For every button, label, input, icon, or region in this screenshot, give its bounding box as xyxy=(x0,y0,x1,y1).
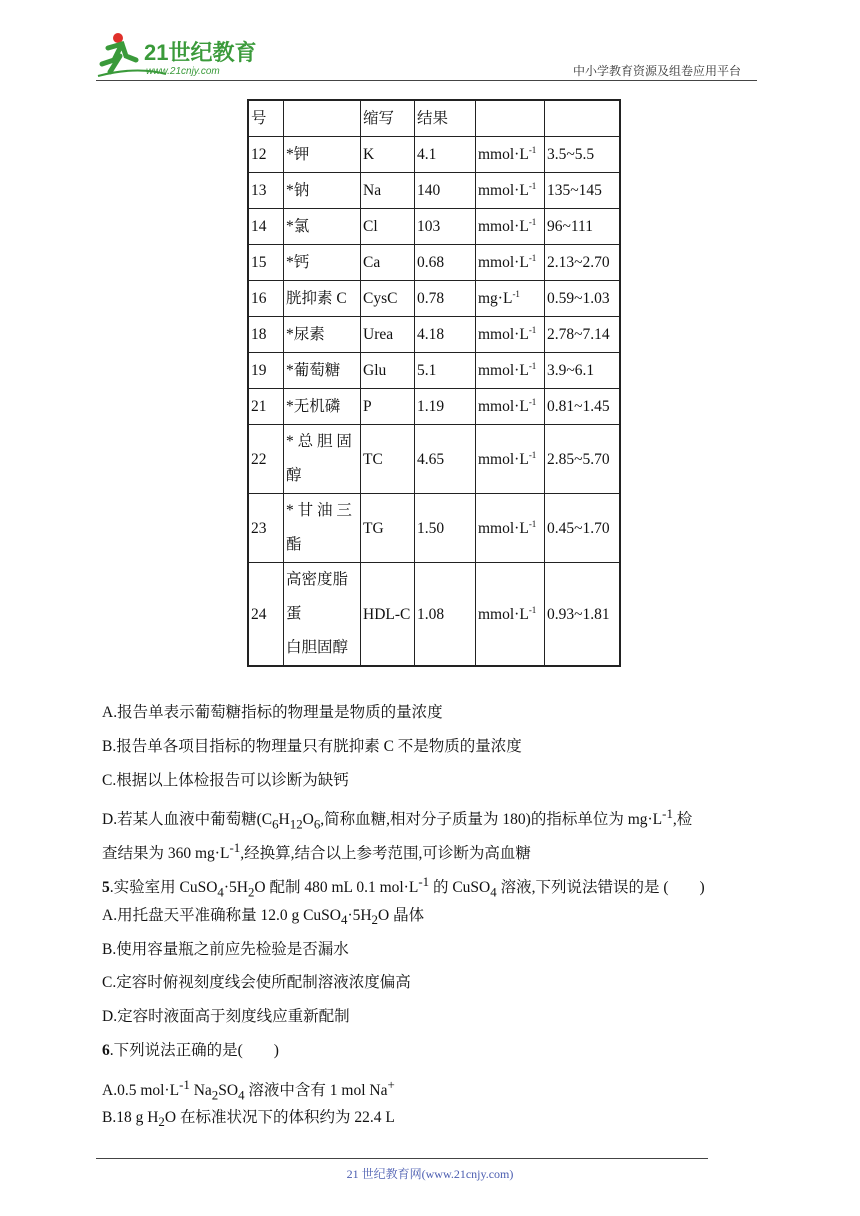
cell-range: 2.13~2.70 xyxy=(545,245,621,281)
cell-range: 2.85~5.70 xyxy=(545,425,621,494)
cell-no: 22 xyxy=(248,425,284,494)
footer-link[interactable]: 21 世纪教育网(www.21cnjy.com) xyxy=(346,1167,514,1181)
cell-abbr: Na xyxy=(361,173,415,209)
cell-abbr: TC xyxy=(361,425,415,494)
cell-no: 23 xyxy=(248,494,284,563)
table-header-row xyxy=(248,100,620,137)
cell-abbr: P xyxy=(361,389,415,425)
cell-abbr: HDL-C xyxy=(361,563,415,667)
cell-abbr: Ca xyxy=(361,245,415,281)
cell-no: 16 xyxy=(248,281,284,317)
cell-range: 3.9~6.1 xyxy=(545,353,621,389)
cell-range: 0.93~1.81 xyxy=(545,563,621,667)
table-header-cell: 缩写 xyxy=(361,100,415,137)
cell-result: 1.19 xyxy=(415,389,476,425)
table-row xyxy=(248,389,620,425)
table-row xyxy=(248,494,620,563)
cell-name: *钠 xyxy=(284,173,361,209)
table-row xyxy=(248,137,620,173)
cell-no: 13 xyxy=(248,173,284,209)
q5-option-c: C.定容时俯视刻度线会使所配制溶液浓度偏高 xyxy=(102,974,411,991)
table-header-cell xyxy=(545,100,621,137)
cell-result: 140 xyxy=(415,173,476,209)
cell-result: 103 xyxy=(415,209,476,245)
cell-abbr: K xyxy=(361,137,415,173)
q5-stem: 5.实验室用 $CuSO_4\cdot 5H_2O$ 配制 480 mL 0.1 $mol\cdot L^{-1}$ 的 CuSO$_4$ 溶液,下列说法错误的是 ( ) xyxy=(102,874,705,900)
cell-result: 0.78 xyxy=(415,281,476,317)
header-divider xyxy=(96,80,757,81)
cell-name: *无机磷 xyxy=(284,389,361,425)
cell-result: 1.08 xyxy=(415,563,476,667)
q4-option-d-line1: D.若某人血液中葡萄糖($C_6H_{12}O_6$,简称血糖,相对分子质量为 180)的指标单位为 $mg\cdot L^{-1}$,检 xyxy=(102,806,693,832)
cell-no: 18 xyxy=(248,317,284,353)
cell-abbr: TG xyxy=(361,494,415,563)
cell-no: 19 xyxy=(248,353,284,389)
cell-result: 4.65 xyxy=(415,425,476,494)
cell-range: 135~145 xyxy=(545,173,621,209)
cell-name: *葡萄糖 xyxy=(284,353,361,389)
table-row xyxy=(248,425,620,494)
cell-name: *氯 xyxy=(284,209,361,245)
table-row xyxy=(248,563,620,667)
cell-abbr: Glu xyxy=(361,353,415,389)
cell-unit: $mmol\cdot L^{-1}$ xyxy=(476,494,545,563)
table-row xyxy=(248,173,620,209)
cell-unit: $mmol\cdot L^{-1}$ xyxy=(476,563,545,667)
cell-name: 高密度脂 蛋 白胆固醇 xyxy=(284,563,361,667)
cell-no: 15 xyxy=(248,245,284,281)
table-row xyxy=(248,353,620,389)
cell-unit: $mmol\cdot L^{-1}$ xyxy=(476,209,545,245)
q5-option-b: B.使用容量瓶之前应先检验是否漏水 xyxy=(102,941,349,958)
cell-unit: $mmol\cdot L^{-1}$ xyxy=(476,173,545,209)
q4-option-d-line2: 查结果为 360 $mg\cdot L^{-1}$,经换算,结合以上参考范围,可诊断为高血糖 xyxy=(102,840,531,863)
table-row xyxy=(248,245,620,281)
cell-result: 1.50 xyxy=(415,494,476,563)
cell-result: 4.1 xyxy=(415,137,476,173)
cell-range: 96~111 xyxy=(545,209,621,245)
cell-range: 2.78~7.14 xyxy=(545,317,621,353)
table-header-cell: 号 xyxy=(248,100,284,137)
q6-stem: 6.下列说法正确的是( ) xyxy=(102,1042,279,1059)
cell-name: 胱抑素 C xyxy=(284,281,361,317)
table-row xyxy=(248,281,620,317)
q6-option-a: A.0.5 $mol\cdot L^{-1}$ $Na_2SO_4$ 溶液中含有 1 mol Na+ xyxy=(102,1077,395,1103)
cell-unit: $mmol\cdot L^{-1}$ xyxy=(476,389,545,425)
cell-result: 0.68 xyxy=(415,245,476,281)
lab-report-table xyxy=(247,99,621,667)
cell-name: * 总 胆 固 醇 xyxy=(284,425,361,494)
cell-abbr: Cl xyxy=(361,209,415,245)
logo-text: 21世纪教育 xyxy=(144,40,257,65)
table-header-cell xyxy=(284,100,361,137)
table-header-cell xyxy=(476,100,545,137)
table-row xyxy=(248,209,620,245)
cell-no: 14 xyxy=(248,209,284,245)
cell-abbr: CysC xyxy=(361,281,415,317)
site-logo[interactable] xyxy=(96,30,266,80)
cell-name: *尿素 xyxy=(284,317,361,353)
q5-option-a: A.用托盘天平准确称量 12.0 g $CuSO_4\cdot 5H_2O$ 晶体 xyxy=(102,907,425,928)
q4-option-a: A.报告单表示葡萄糖指标的物理量是物质的量浓度 xyxy=(102,704,443,721)
cell-unit: $mg\cdot L^{-1}$ xyxy=(476,281,545,317)
cell-range: 0.59~1.03 xyxy=(545,281,621,317)
q5-option-d: D.定容时液面高于刻度线应重新配制 xyxy=(102,1008,350,1025)
cell-range: 0.45~1.70 xyxy=(545,494,621,563)
cell-unit: $mmol\cdot L^{-1}$ xyxy=(476,137,545,173)
table-row xyxy=(248,317,620,353)
cell-unit: $mmol\cdot L^{-1}$ xyxy=(476,317,545,353)
q4-option-b: B.报告单各项目指标的物理量只有胱抑素 C 不是物质的量浓度 xyxy=(102,738,522,755)
q4-option-c: C.根据以上体检报告可以诊断为缺钙 xyxy=(102,772,349,789)
cell-result: 4.18 xyxy=(415,317,476,353)
cell-range: 3.5~5.5 xyxy=(545,137,621,173)
cell-no: 24 xyxy=(248,563,284,667)
cell-range: 0.81~1.45 xyxy=(545,389,621,425)
cell-unit: $mmol\cdot L^{-1}$ xyxy=(476,425,545,494)
cell-name: *钙 xyxy=(284,245,361,281)
cell-unit: $mmol\cdot L^{-1}$ xyxy=(476,353,545,389)
cell-result: 5.1 xyxy=(415,353,476,389)
cell-name: * 甘 油 三 酯 xyxy=(284,494,361,563)
cell-no: 21 xyxy=(248,389,284,425)
cell-name: *钾 xyxy=(284,137,361,173)
table-header-cell: 结果 xyxy=(415,100,476,137)
footer-divider xyxy=(96,1158,708,1159)
q6-option-b: B.18 g $H_2O$ 在标准状况下的体积约为 22.4 L xyxy=(102,1109,395,1130)
cell-abbr: Urea xyxy=(361,317,415,353)
cell-unit: $mmol\cdot L^{-1}$ xyxy=(476,245,545,281)
logo-url: www.21cnjy.com xyxy=(146,66,220,77)
cell-no: 12 xyxy=(248,137,284,173)
header-platform-text: 中小学教育资源及组卷应用平台 xyxy=(573,64,742,78)
